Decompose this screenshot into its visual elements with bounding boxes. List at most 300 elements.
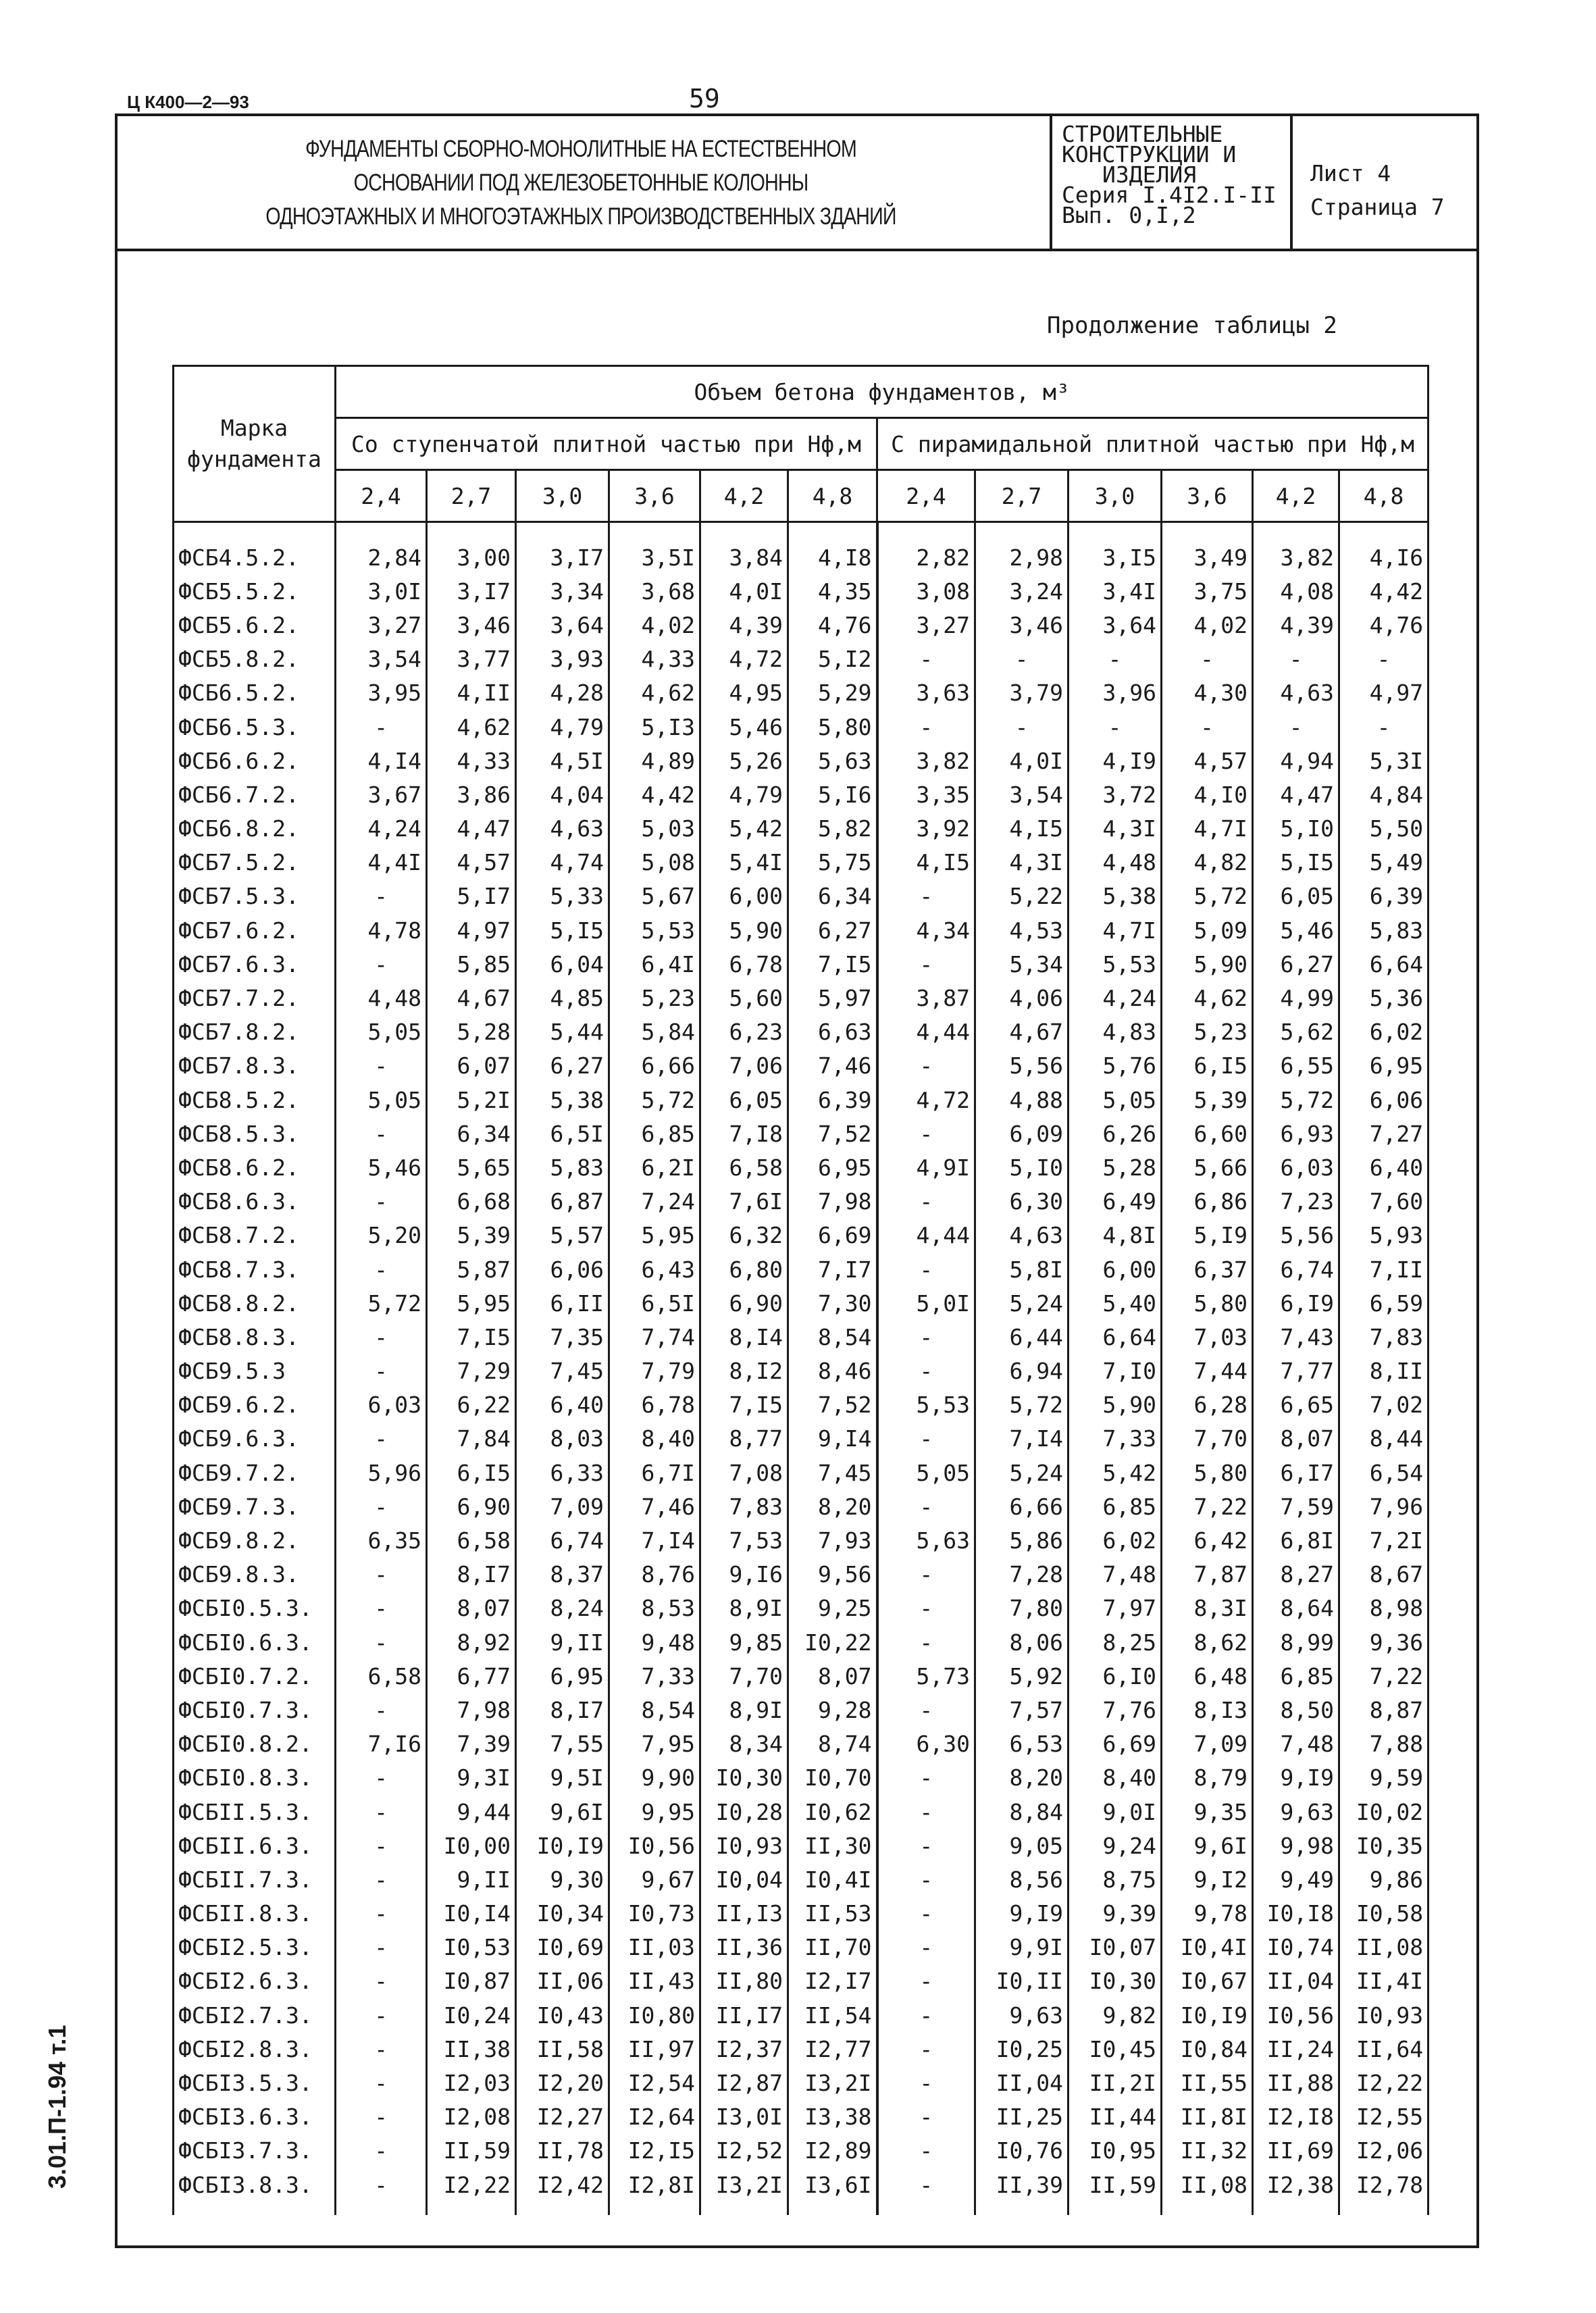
volume-cell: I0,4I xyxy=(788,1862,877,1896)
table-row xyxy=(174,1523,1428,1557)
table-row xyxy=(174,1083,1428,1117)
volume-cell: II,24 xyxy=(1253,2032,1339,2066)
volume-cell: 6,90 xyxy=(700,1286,788,1320)
volume-cell: I2,8I xyxy=(609,2168,700,2215)
volume-cell: 6,49 xyxy=(1069,1185,1162,1219)
volume-cell: 6,00 xyxy=(700,880,788,913)
volume-cell: 4,78 xyxy=(336,913,427,947)
volume-cell: 3,75 xyxy=(1162,574,1253,608)
volume-cell: 9,39 xyxy=(1069,1897,1162,1931)
volume-cell: I0,45 xyxy=(1069,2032,1162,2066)
volume-cell: 9,82 xyxy=(1069,1998,1162,2032)
mark-cell: ФСБI0.7.3. xyxy=(174,1693,336,1727)
volume-cell: 6,80 xyxy=(700,1252,788,1286)
mark-cell: ФСБ5.6.2. xyxy=(174,608,336,642)
title-line: ФУНДАМЕНТЫ СБОРНО-МОНОЛИТНЫЕ НА ЕСТЕСТВЕННОМ xyxy=(305,136,856,162)
volume-cell: I2,03 xyxy=(427,2066,516,2100)
volume-cell: - xyxy=(336,1862,427,1896)
volume-cell: 8,64 xyxy=(1253,1592,1339,1625)
volume-cell: - xyxy=(336,1931,427,1964)
series-line: Серия I.4I2.I-II xyxy=(1062,182,1277,208)
volume-cell: I0,28 xyxy=(700,1795,788,1829)
volume-cell: 6,28 xyxy=(1162,1388,1253,1422)
volume-cell: 6,04 xyxy=(516,947,609,981)
volume-cell: 2,84 xyxy=(336,522,427,575)
height-header: 2,7 xyxy=(975,470,1069,522)
series-line: Вып. 0,I,2 xyxy=(1062,202,1196,228)
volume-cell: 5,86 xyxy=(975,1523,1069,1557)
volume-cell: 7,2I xyxy=(1339,1523,1428,1557)
volume-cell: 7,22 xyxy=(1162,1490,1253,1523)
table-row xyxy=(174,1862,1428,1896)
volume-cell: 8,67 xyxy=(1339,1558,1428,1592)
mark-cell: ФСБ8.5.3. xyxy=(174,1117,336,1150)
mark-cell: ФСБ6.5.3. xyxy=(174,710,336,744)
volume-cell: I2,77 xyxy=(788,2032,877,2066)
volume-cell: I0,43 xyxy=(516,1998,609,2032)
mark-cell: ФСБI2.8.3. xyxy=(174,2032,336,2066)
volume-cell: 5,23 xyxy=(1162,1015,1253,1049)
volume-cell: 3,54 xyxy=(975,778,1069,811)
volume-cell: 9,I4 xyxy=(788,1422,877,1456)
table-row xyxy=(174,1422,1428,1456)
volume-cell: II,80 xyxy=(700,1964,788,1998)
volume-cell: 8,9I xyxy=(700,1693,788,1727)
volume-cell: 4,0I xyxy=(975,744,1069,778)
volume-cell: 4,76 xyxy=(1339,608,1428,642)
mark-cell: ФСБI2.5.3. xyxy=(174,1931,336,1964)
sheet-block xyxy=(1310,157,1445,224)
volume-cell: - xyxy=(877,880,975,913)
volume-cell: - xyxy=(336,710,427,744)
volume-cell: 5,I0 xyxy=(1253,812,1339,846)
mark-cell: ФСБI2.6.3. xyxy=(174,1964,336,1998)
header-divider-vertical-2 xyxy=(1290,113,1293,250)
volume-cell: 5,66 xyxy=(1162,1150,1253,1184)
volume-cell: 5,05 xyxy=(336,1083,427,1117)
volume-cell: I0,02 xyxy=(1339,1795,1428,1829)
volume-cell: 9,28 xyxy=(788,1693,877,1727)
volume-cell: 4,33 xyxy=(609,642,700,676)
volume-cell: II,39 xyxy=(975,2168,1069,2215)
volume-cell: - xyxy=(336,2168,427,2215)
volume-cell: 5,39 xyxy=(427,1219,516,1252)
volume-cell: 7,24 xyxy=(609,1185,700,1219)
volume-cell: II,88 xyxy=(1253,2066,1339,2100)
volume-cell: - xyxy=(336,2134,427,2168)
volume-cell: 6,32 xyxy=(700,1219,788,1252)
volume-cell: - xyxy=(336,1320,427,1354)
volume-cell: 9,95 xyxy=(609,1795,700,1829)
table-row xyxy=(174,1761,1428,1795)
mark-cell: ФСБI3.6.3. xyxy=(174,2100,336,2134)
volume-cell: 5,50 xyxy=(1339,812,1428,846)
volume-cell: 9,63 xyxy=(975,1998,1069,2032)
table-row xyxy=(174,947,1428,981)
table-row xyxy=(174,522,1428,575)
volume-cell: 8,I3 xyxy=(1162,1693,1253,1727)
volume-cell: 6,02 xyxy=(1339,1015,1428,1049)
volume-cell: 5,38 xyxy=(516,1083,609,1117)
volume-cell: 7,57 xyxy=(975,1693,1069,1727)
volume-cell: 6,26 xyxy=(1069,1117,1162,1150)
volume-cell: 5,28 xyxy=(427,1015,516,1049)
volume-cell: 5,8I xyxy=(975,1252,1069,1286)
volume-cell: 3,64 xyxy=(516,608,609,642)
mark-cell: ФСБI2.7.3. xyxy=(174,1998,336,2032)
volume-cell: 9,I9 xyxy=(975,1897,1069,1931)
volume-cell: 7,45 xyxy=(516,1354,609,1388)
volume-cell: 5,I5 xyxy=(516,913,609,947)
volume-header: Объем бетона фундаментов, м³ xyxy=(336,366,1428,418)
mark-cell: ФСБ8.6.3. xyxy=(174,1185,336,1219)
volume-cell: 9,6I xyxy=(1162,1829,1253,1862)
mark-cell: ФСБ7.8.2. xyxy=(174,1015,336,1049)
mark-cell: ФСБ9.8.2. xyxy=(174,1523,336,1557)
volume-cell: 4,97 xyxy=(427,913,516,947)
volume-cell: 8,06 xyxy=(975,1625,1069,1659)
volume-cell: - xyxy=(336,1829,427,1862)
volume-cell: I2,37 xyxy=(700,2032,788,2066)
mark-cell: ФСБ5.8.2. xyxy=(174,642,336,676)
table-row xyxy=(174,1592,1428,1625)
volume-cell: - xyxy=(877,1998,975,2032)
volume-cell: II,44 xyxy=(1069,2100,1162,2134)
volume-cell: I2,22 xyxy=(427,2168,516,2215)
volume-cell: 6,85 xyxy=(609,1117,700,1150)
volume-cell: - xyxy=(877,1693,975,1727)
volume-cell: I2,I7 xyxy=(788,1964,877,1998)
volume-cell: 5,24 xyxy=(975,1456,1069,1490)
volume-cell: 2,98 xyxy=(975,522,1069,575)
volume-cell: 7,09 xyxy=(516,1490,609,1523)
volume-cell: II,43 xyxy=(609,1964,700,1998)
volume-cell: I3,6I xyxy=(788,2168,877,2215)
volume-cell: I0,74 xyxy=(1253,1931,1339,1964)
volume-cell: 6,66 xyxy=(609,1049,700,1083)
volume-cell: 5,I9 xyxy=(1162,1219,1253,1252)
volume-cell: - xyxy=(336,2100,427,2134)
volume-cell: 6,8I xyxy=(1253,1523,1339,1557)
volume-cell: 7,46 xyxy=(788,1049,877,1083)
volume-cell: II,25 xyxy=(975,2100,1069,2134)
volume-cell: 3,27 xyxy=(877,608,975,642)
volume-cell: 8,54 xyxy=(609,1693,700,1727)
volume-cell: 4,83 xyxy=(1069,1015,1162,1049)
volume-cell: 5,56 xyxy=(1253,1219,1339,1252)
volume-cell: 5,92 xyxy=(975,1659,1069,1693)
volume-cell: I0,00 xyxy=(427,1829,516,1862)
volume-cell: 8,46 xyxy=(788,1354,877,1388)
volume-cell: 3,64 xyxy=(1069,608,1162,642)
volume-cell: 4,04 xyxy=(516,778,609,811)
table-row xyxy=(174,846,1428,880)
volume-cell: 4,62 xyxy=(1162,981,1253,1015)
volume-cell: 7,96 xyxy=(1339,1490,1428,1523)
volume-cell: 5,76 xyxy=(1069,1049,1162,1083)
volume-cell: 4,63 xyxy=(516,812,609,846)
volume-cell: - xyxy=(877,1829,975,1862)
mark-cell: ФСБI0.7.2. xyxy=(174,1659,336,1693)
volume-cell: 9,6I xyxy=(516,1795,609,1829)
volume-cell: 9,98 xyxy=(1253,1829,1339,1862)
volume-cell: 5,I7 xyxy=(427,880,516,913)
volume-cell: 6,07 xyxy=(427,1049,516,1083)
volume-cell: 5,34 xyxy=(975,947,1069,981)
volume-cell: 5,90 xyxy=(700,913,788,947)
volume-cell: 4,72 xyxy=(700,642,788,676)
volume-cell: 7,30 xyxy=(788,1286,877,1320)
volume-cell: II,04 xyxy=(1253,1964,1339,1998)
volume-cell: 9,05 xyxy=(975,1829,1069,1862)
volume-cell: 7,23 xyxy=(1253,1185,1339,1219)
volume-cell: 4,85 xyxy=(516,981,609,1015)
volume-cell: 8,92 xyxy=(427,1625,516,1659)
volume-cell: 3,49 xyxy=(1162,522,1253,575)
volume-cell: 7,29 xyxy=(427,1354,516,1388)
volume-cell: 7,88 xyxy=(1339,1727,1428,1761)
volume-cell: 5,82 xyxy=(788,812,877,846)
volume-cell: 3,27 xyxy=(336,608,427,642)
volume-cell: 4,I9 xyxy=(1069,744,1162,778)
title-line: ОДНОЭТАЖНЫХ И МНОГОЭТАЖНЫХ ПРОИЗВОДСТВЕННЫХ ЗДАНИЙ xyxy=(265,203,896,230)
volume-cell: 4,62 xyxy=(427,710,516,744)
volume-cell: 4,48 xyxy=(1069,846,1162,880)
volume-cell: 6,64 xyxy=(1069,1320,1162,1354)
volume-table xyxy=(172,365,1429,2215)
volume-cell: 4,63 xyxy=(1253,676,1339,710)
volume-cell: 9,59 xyxy=(1339,1761,1428,1795)
volume-cell: I0,69 xyxy=(516,1931,609,1964)
volume-cell: 9,90 xyxy=(609,1761,700,1795)
volume-cell: 6,40 xyxy=(516,1388,609,1422)
volume-cell: 3,I5 xyxy=(1069,522,1162,575)
volume-cell: 4,II xyxy=(427,676,516,710)
mark-cell: ФСБII.6.3. xyxy=(174,1829,336,1862)
volume-cell: II,2I xyxy=(1069,2066,1162,2100)
volume-cell: 7,45 xyxy=(788,1456,877,1490)
volume-cell: 6,42 xyxy=(1162,1523,1253,1557)
volume-cell: 3,63 xyxy=(877,676,975,710)
volume-cell: 4,I0 xyxy=(1162,778,1253,811)
side-code: 3.01.П-1.94 т.1 xyxy=(43,2025,71,2189)
volume-cell: I2,I5 xyxy=(609,2134,700,2168)
volume-cell: 9,86 xyxy=(1339,1862,1428,1896)
volume-cell: I0,4I xyxy=(1162,1931,1253,1964)
title-line: ОСНОВАНИИ ПОД ЖЕЛЕЗОБЕТОННЫЕ КОЛОННЫ xyxy=(353,170,808,196)
volume-cell: 4,79 xyxy=(700,778,788,811)
volume-cell: 9,36 xyxy=(1339,1625,1428,1659)
volume-cell: 3,4I xyxy=(1069,574,1162,608)
volume-cell: 6,I7 xyxy=(1253,1456,1339,1490)
volume-cell: 6,64 xyxy=(1339,947,1428,981)
volume-cell: 5,26 xyxy=(700,744,788,778)
table-row xyxy=(174,744,1428,778)
page-label: Страница 7 xyxy=(1310,194,1445,220)
volume-cell: 7,09 xyxy=(1162,1727,1253,1761)
volume-cell: I0,62 xyxy=(788,1795,877,1829)
table-row xyxy=(174,1456,1428,1490)
volume-cell: 5,36 xyxy=(1339,981,1428,1015)
volume-cell: - xyxy=(877,1931,975,1964)
volume-cell: - xyxy=(975,642,1069,676)
volume-cell: II,08 xyxy=(1162,2168,1253,2215)
mark-cell: ФСБ7.5.2. xyxy=(174,846,336,880)
volume-cell: - xyxy=(1253,710,1339,744)
volume-cell: 6,85 xyxy=(1069,1490,1162,1523)
volume-cell: 4,57 xyxy=(427,846,516,880)
volume-cell: 5,42 xyxy=(700,812,788,846)
mark-cell: ФСБ5.5.2. xyxy=(174,574,336,608)
volume-cell: 9,3I xyxy=(427,1761,516,1795)
volume-cell: 7,I0 xyxy=(1069,1354,1162,1388)
volume-cell: 5,46 xyxy=(336,1150,427,1184)
volume-cell: I0,04 xyxy=(700,1862,788,1896)
volume-cell: 9,56 xyxy=(788,1558,877,1592)
series-line: КОНСТРУКЦИИ И xyxy=(1062,141,1237,168)
table-row xyxy=(174,1897,1428,1931)
volume-cell: 5,33 xyxy=(516,880,609,913)
volume-cell: I0,58 xyxy=(1339,1897,1428,1931)
volume-cell: 6,94 xyxy=(975,1354,1069,1388)
volume-cell: I0,22 xyxy=(788,1625,877,1659)
volume-cell: 7,60 xyxy=(1339,1185,1428,1219)
volume-cell: I3,2I xyxy=(700,2168,788,2215)
volume-cell: - xyxy=(336,880,427,913)
volume-cell: 4,82 xyxy=(1162,846,1253,880)
volume-cell: 4,9I xyxy=(877,1150,975,1184)
volume-cell: 7,87 xyxy=(1162,1558,1253,1592)
volume-cell: - xyxy=(336,947,427,981)
volume-cell: 3,54 xyxy=(336,642,427,676)
volume-cell: II,54 xyxy=(788,1998,877,2032)
volume-cell: 5,24 xyxy=(975,1286,1069,1320)
volume-cell: 5,I2 xyxy=(788,642,877,676)
volume-cell: - xyxy=(975,710,1069,744)
volume-cell: I2,42 xyxy=(516,2168,609,2215)
volume-cell: 4,48 xyxy=(336,981,427,1015)
mark-cell: ФСБ9.6.2. xyxy=(174,1388,336,1422)
volume-cell: - xyxy=(877,1049,975,1083)
table-row xyxy=(174,1015,1428,1049)
volume-cell: 9,67 xyxy=(609,1862,700,1896)
volume-cell: 9,I2 xyxy=(1162,1862,1253,1896)
volume-cell: 4,63 xyxy=(975,1219,1069,1252)
volume-cell: 4,84 xyxy=(1339,778,1428,811)
volume-cell: 8,20 xyxy=(788,1490,877,1523)
volume-cell: 7,44 xyxy=(1162,1354,1253,1388)
volume-cell: 3,5I xyxy=(609,522,700,575)
volume-cell: 4,42 xyxy=(609,778,700,811)
volume-cell: I0,II xyxy=(975,1964,1069,1998)
volume-cell: 5,38 xyxy=(1069,880,1162,913)
mark-cell: ФСБI3.7.3. xyxy=(174,2134,336,2168)
volume-cell: 5,90 xyxy=(1069,1388,1162,1422)
volume-cell: II,36 xyxy=(700,1931,788,1964)
volume-cell: 4,97 xyxy=(1339,676,1428,710)
table-row xyxy=(174,1998,1428,2032)
volume-cell: 9,5I xyxy=(516,1761,609,1795)
volume-cell: II,59 xyxy=(1069,2168,1162,2215)
volume-cell: I2,08 xyxy=(427,2100,516,2134)
table-row xyxy=(174,1727,1428,1761)
volume-cell: - xyxy=(877,1862,975,1896)
volume-cell: - xyxy=(877,1761,975,1795)
volume-cell: 3,93 xyxy=(516,642,609,676)
volume-cell: 7,97 xyxy=(1069,1592,1162,1625)
volume-cell: - xyxy=(336,1558,427,1592)
volume-cell: 6,I5 xyxy=(1162,1049,1253,1083)
volume-cell: I2,52 xyxy=(700,2134,788,2168)
volume-cell: 5,22 xyxy=(975,880,1069,913)
volume-cell: 6,39 xyxy=(1339,880,1428,913)
volume-cell: 3,46 xyxy=(975,608,1069,642)
volume-cell: 7,35 xyxy=(516,1320,609,1354)
table-row xyxy=(174,1659,1428,1693)
volume-cell: 7,83 xyxy=(700,1490,788,1523)
volume-cell: 4,I4 xyxy=(336,744,427,778)
volume-cell: 4,0I xyxy=(700,574,788,608)
volume-cell: 9,25 xyxy=(788,1592,877,1625)
volume-cell: 4,3I xyxy=(975,846,1069,880)
table-row xyxy=(174,710,1428,744)
volume-cell: 4,47 xyxy=(1253,778,1339,811)
volume-cell: - xyxy=(336,1592,427,1625)
volume-cell: 4,79 xyxy=(516,710,609,744)
volume-cell: 7,53 xyxy=(700,1523,788,1557)
volume-cell: 8,03 xyxy=(516,1422,609,1456)
volume-cell: 4,I8 xyxy=(788,522,877,575)
volume-cell: 5,80 xyxy=(1162,1456,1253,1490)
volume-cell: 3,0I xyxy=(336,574,427,608)
volume-cell: 6,90 xyxy=(427,1490,516,1523)
volume-cell: 5,I6 xyxy=(788,778,877,811)
volume-cell: 7,08 xyxy=(700,1456,788,1490)
volume-cell: 6,27 xyxy=(788,913,877,947)
volume-cell: 6,23 xyxy=(700,1015,788,1049)
volume-cell: 4,4I xyxy=(336,846,427,880)
volume-cell: 5,09 xyxy=(1162,913,1253,947)
mark-cell: ФСБI0.6.3. xyxy=(174,1625,336,1659)
volume-cell: 4,I5 xyxy=(877,846,975,880)
volume-cell: 6,78 xyxy=(700,947,788,981)
volume-cell: 8,27 xyxy=(1253,1558,1339,1592)
volume-cell: 4,44 xyxy=(877,1219,975,1252)
mark-cell: ФСБ8.6.2. xyxy=(174,1150,336,1184)
volume-cell: II,78 xyxy=(516,2134,609,2168)
volume-cell: 6,39 xyxy=(788,1083,877,1117)
volume-cell: - xyxy=(336,1795,427,1829)
volume-cell: 6,86 xyxy=(1162,1185,1253,1219)
mark-cell: ФСБ8.8.2. xyxy=(174,1286,336,1320)
volume-cell: 3,I7 xyxy=(427,574,516,608)
table-row xyxy=(174,1964,1428,1998)
volume-cell: 6,65 xyxy=(1253,1388,1339,1422)
volume-cell: 7,98 xyxy=(427,1693,516,1727)
table-row xyxy=(174,981,1428,1015)
series-block xyxy=(1062,121,1288,228)
mark-cell: ФСБ8.7.3. xyxy=(174,1252,336,1286)
page-number: 59 xyxy=(689,84,720,113)
volume-cell: I0,24 xyxy=(427,1998,516,2032)
volume-cell: 5,05 xyxy=(336,1015,427,1049)
volume-cell: - xyxy=(336,1490,427,1523)
volume-cell: 3,34 xyxy=(516,574,609,608)
volume-cell: 5,20 xyxy=(336,1219,427,1252)
table-row xyxy=(174,1795,1428,1829)
table-row xyxy=(174,1252,1428,1286)
volume-cell: 3,72 xyxy=(1069,778,1162,811)
